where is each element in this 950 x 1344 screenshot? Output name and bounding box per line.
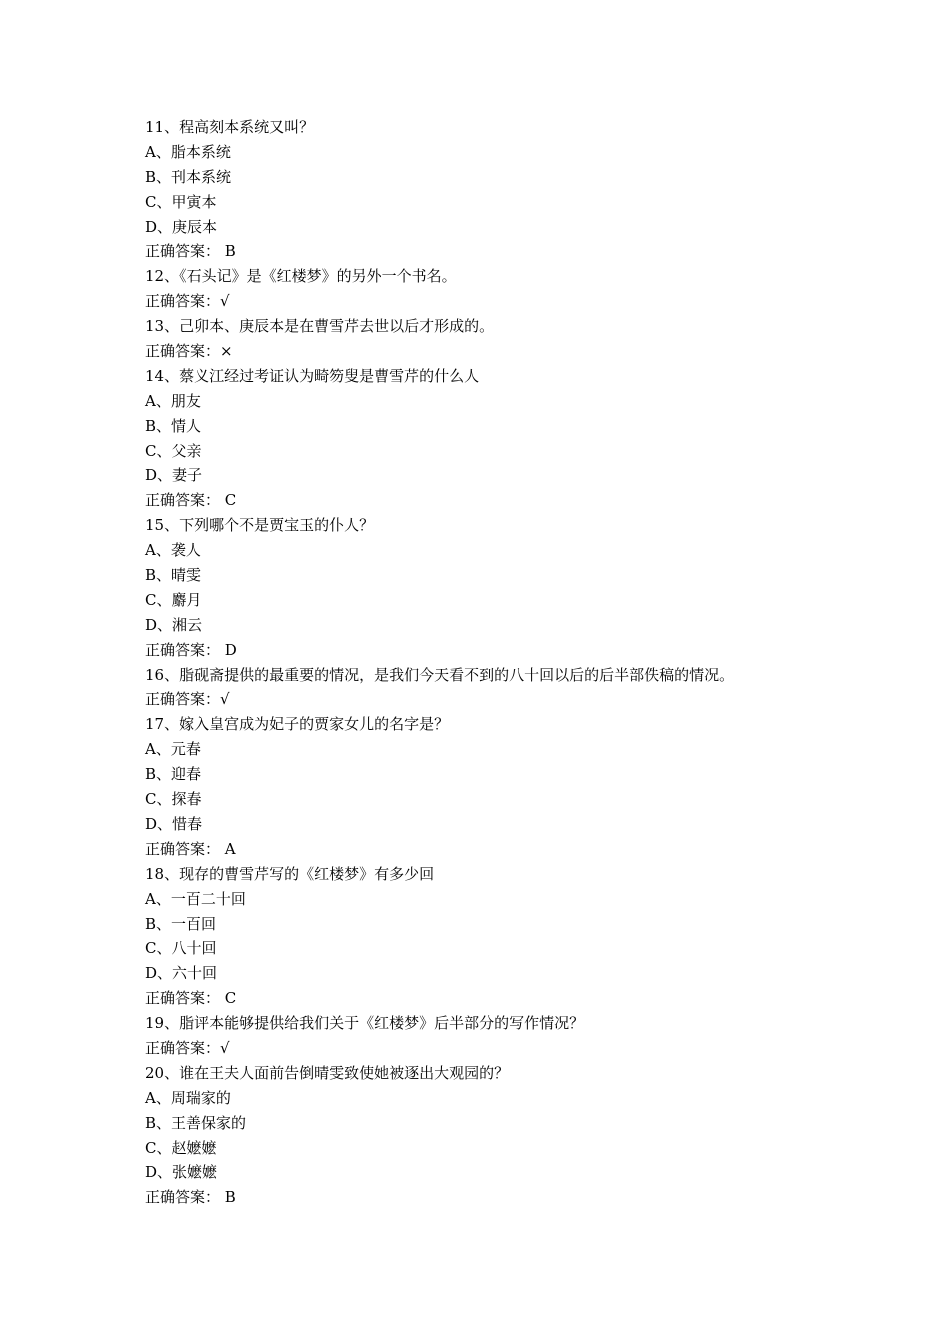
question-15: 15、下列哪个不是贾宝玉的仆人？ — [145, 516, 375, 535]
option-b: B、王善保家的 — [145, 1113, 247, 1132]
option-d: D、六十回 — [145, 964, 218, 983]
answer-17: 正确答案： A — [145, 839, 236, 858]
answer-19: 正确答案：√ — [145, 1038, 230, 1057]
option-d: D、湘云 — [145, 615, 203, 634]
question-18: 18、现存的曹雪芹写的《红楼梦》有多少回 — [145, 864, 435, 883]
answer-16: 正确答案：√ — [145, 690, 230, 709]
option-c: C、麝月 — [145, 590, 202, 609]
option-a: A、周瑞家的 — [145, 1088, 231, 1107]
option-a: A、一百二十回 — [145, 889, 246, 908]
answer-12: 正确答案：√ — [145, 292, 230, 311]
option-c: C、父亲 — [145, 441, 202, 460]
answer-18: 正确答案： C — [145, 989, 237, 1008]
question-19: 19、脂评本能够提供给我们关于《红楼梦》后半部分的写作情况？ — [145, 1014, 585, 1033]
quiz-content — [145, 115, 925, 1210]
question-13: 13、己卯本、庚辰本是在曹雪芹去世以后才形成的。 — [145, 317, 495, 336]
option-a: A、朋友 — [145, 391, 201, 410]
option-c: C、甲寅本 — [145, 192, 217, 211]
answer-13: 正确答案：× — [145, 342, 233, 361]
question-11: 11、程高刻本系统又叫？ — [145, 118, 315, 136]
answer-15: 正确答案： D — [145, 640, 237, 659]
question-12: 12、《石头记》是《红楼梦》的另外一个书名。 — [145, 267, 457, 286]
option-b: B、情人 — [145, 416, 202, 435]
question-14: 14、蔡义江经过考证认为畸笏叟是曹雪芹的什么人 — [145, 366, 480, 385]
question-20: 20、谁在王夫人面前告倒晴雯致使她被逐出大观园的？ — [145, 1063, 510, 1082]
option-d: D、惜春 — [145, 814, 203, 833]
option-c: C、八十回 — [145, 939, 217, 958]
question-17: 17、嫁入皇宫成为妃子的贾家女儿的名字是？ — [145, 715, 450, 734]
question-16: 16、脂砚斋提供的最重要的情况，是我们今天看不到的八十回以后的后半部佚稿的情况。 — [145, 665, 735, 684]
option-d: D、庚辰本 — [145, 217, 218, 236]
answer-14: 正确答案： C — [145, 491, 237, 510]
option-b: B、刊本系统 — [145, 167, 232, 186]
option-b: B、晴雯 — [145, 566, 202, 585]
option-d: D、张嬷嬷 — [145, 1163, 218, 1182]
option-c: C、赵嬷嬷 — [145, 1138, 217, 1157]
option-d: D、妻子 — [145, 466, 203, 485]
option-a: A、脂本系统 — [145, 142, 231, 161]
option-a: A、元春 — [145, 740, 201, 759]
option-c: C、探春 — [145, 790, 202, 809]
answer-11: 正确答案： B — [145, 242, 236, 261]
option-b: B、一百回 — [145, 914, 217, 933]
answer-20: 正确答案： B — [145, 1188, 236, 1207]
option-a: A、袭人 — [145, 541, 201, 560]
option-b: B、迎春 — [145, 765, 202, 784]
